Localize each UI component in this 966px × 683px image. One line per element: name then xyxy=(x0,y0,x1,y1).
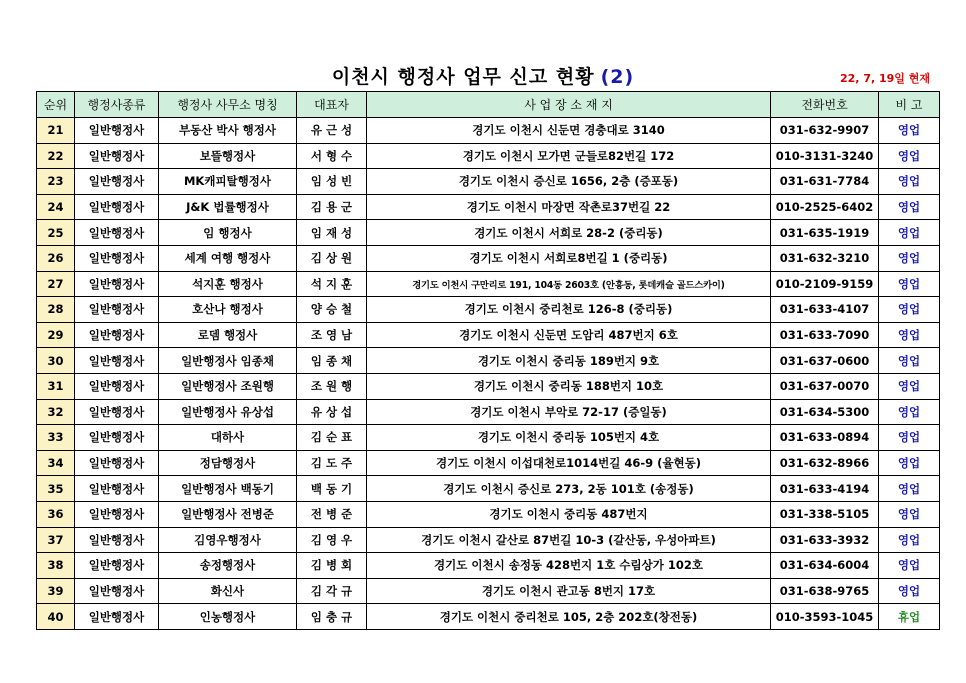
office-name-cell: 인농행정사 xyxy=(159,604,297,630)
status-cell: 영업 xyxy=(879,578,940,604)
col-header-address: 사 업 장 소 재 지 xyxy=(367,92,771,118)
office-name-cell: 부동산 박사 행정사 xyxy=(159,118,297,144)
type-cell: 일반행정사 xyxy=(75,297,159,323)
table-row xyxy=(37,604,940,630)
type-cell: 일반행정사 xyxy=(75,245,159,271)
representative-cell: 조 영 남 xyxy=(297,322,367,348)
office-name-cell: 일반행정사 전병준 xyxy=(159,501,297,527)
status-cell: 영업 xyxy=(879,118,940,144)
status-cell: 영업 xyxy=(879,271,940,297)
rank-cell: 38 xyxy=(37,553,75,579)
type-cell: 일반행정사 xyxy=(75,118,159,144)
status-cell: 영업 xyxy=(879,348,940,374)
type-cell: 일반행정사 xyxy=(75,553,159,579)
rank-cell: 30 xyxy=(37,348,75,374)
status-cell: 영업 xyxy=(879,450,940,476)
office-name-cell: 대하사 xyxy=(159,425,297,451)
office-name-cell: 세계 여행 행정사 xyxy=(159,245,297,271)
representative-cell: 임 성 빈 xyxy=(297,169,367,195)
rank-cell: 36 xyxy=(37,501,75,527)
type-cell: 일반행정사 xyxy=(75,194,159,220)
rank-cell: 24 xyxy=(37,194,75,220)
address-cell: 경기도 이천시 부악로 72-17 (증일동) xyxy=(367,399,771,425)
type-cell: 일반행정사 xyxy=(75,271,159,297)
status-cell: 영업 xyxy=(879,399,940,425)
table-header-row xyxy=(37,92,940,118)
phone-cell: 031-634-5300 xyxy=(771,399,879,425)
table-row xyxy=(37,527,940,553)
address-cell: 경기도 이천시 이섭대천로1014번길 46-9 (율현동) xyxy=(367,450,771,476)
table-row xyxy=(37,297,940,323)
office-name-cell: MK캐피탈행정사 xyxy=(159,169,297,195)
type-cell: 일반행정사 xyxy=(75,322,159,348)
office-name-cell: 로뎀 행정사 xyxy=(159,322,297,348)
rank-cell: 40 xyxy=(37,604,75,630)
office-name-cell: 호산나 행정사 xyxy=(159,297,297,323)
table-row xyxy=(37,245,940,271)
representative-cell: 김 영 우 xyxy=(297,527,367,553)
status-cell: 영업 xyxy=(879,297,940,323)
rank-cell: 21 xyxy=(37,118,75,144)
representative-cell: 김 병 회 xyxy=(297,553,367,579)
rank-cell: 25 xyxy=(37,220,75,246)
representative-cell: 백 동 기 xyxy=(297,476,367,502)
status-cell: 영업 xyxy=(879,501,940,527)
address-cell: 경기도 이천시 서희로8번길 1 (중리동) xyxy=(367,245,771,271)
representative-cell: 임 재 성 xyxy=(297,220,367,246)
table-row xyxy=(37,348,940,374)
representative-cell: 김 도 주 xyxy=(297,450,367,476)
rank-cell: 34 xyxy=(37,450,75,476)
status-cell: 영업 xyxy=(879,143,940,169)
type-cell: 일반행정사 xyxy=(75,348,159,374)
address-cell: 경기도 이천시 중리동 189번지 9호 xyxy=(367,348,771,374)
representative-cell: 임 종 채 xyxy=(297,348,367,374)
type-cell: 일반행정사 xyxy=(75,373,159,399)
rank-cell: 27 xyxy=(37,271,75,297)
address-cell: 경기도 이천시 증신로 1656, 2층 (증포동) xyxy=(367,169,771,195)
title-text: 이천시 행정사 업무 신고 현황 xyxy=(331,66,595,88)
phone-cell: 010-2525-6402 xyxy=(771,194,879,220)
office-name-cell: J&K 법률행정사 xyxy=(159,194,297,220)
phone-cell: 031-633-3932 xyxy=(771,527,879,553)
phone-cell: 010-2109-9159 xyxy=(771,271,879,297)
as-of-date: 22, 7, 19일 현재 xyxy=(840,72,930,85)
phone-cell: 031-635-1919 xyxy=(771,220,879,246)
representative-cell: 김 각 규 xyxy=(297,578,367,604)
representative-cell: 석 지 훈 xyxy=(297,271,367,297)
phone-cell: 010-3131-3240 xyxy=(771,143,879,169)
status-cell: 영업 xyxy=(879,476,940,502)
representative-cell: 조 원 행 xyxy=(297,373,367,399)
phone-cell: 031-632-8966 xyxy=(771,450,879,476)
phone-cell: 031-637-0600 xyxy=(771,348,879,374)
phone-cell: 031-637-0070 xyxy=(771,373,879,399)
office-name-cell: 일반행정사 유상섭 xyxy=(159,399,297,425)
type-cell: 일반행정사 xyxy=(75,425,159,451)
address-cell: 경기도 이천시 구만리로 191, 104동 2603호 (안흥동, 롯데캐슬 골드스카이) xyxy=(367,271,771,297)
address-cell: 경기도 이천시 모가면 군들로82번길 172 xyxy=(367,143,771,169)
table-row xyxy=(37,194,940,220)
representative-cell: 유 근 성 xyxy=(297,118,367,144)
col-header-phone: 전화번호 xyxy=(771,92,879,118)
address-cell: 경기도 이천시 중리동 487번지 xyxy=(367,501,771,527)
rank-cell: 28 xyxy=(37,297,75,323)
office-name-cell: 송정행정사 xyxy=(159,553,297,579)
representative-cell: 유 상 섭 xyxy=(297,399,367,425)
rank-cell: 23 xyxy=(37,169,75,195)
type-cell: 일반행정사 xyxy=(75,450,159,476)
address-cell: 경기도 이천시 마장면 작촌로37번길 22 xyxy=(367,194,771,220)
address-cell: 경기도 이천시 중리동 188번지 10호 xyxy=(367,373,771,399)
status-cell: 영업 xyxy=(879,220,940,246)
table-row xyxy=(37,271,940,297)
col-header-office: 행정사 사무소 명칭 xyxy=(159,92,297,118)
page-title xyxy=(0,62,966,89)
representative-cell: 김 순 표 xyxy=(297,425,367,451)
status-cell: 영업 xyxy=(879,527,940,553)
table-row xyxy=(37,425,940,451)
table-row xyxy=(37,322,940,348)
status-cell: 영업 xyxy=(879,322,940,348)
address-cell: 경기도 이천시 관고동 8번지 17호 xyxy=(367,578,771,604)
col-header-rank: 순위 xyxy=(37,92,75,118)
rank-cell: 26 xyxy=(37,245,75,271)
col-header-type: 행정사종류 xyxy=(75,92,159,118)
status-cell: 영업 xyxy=(879,194,940,220)
type-cell: 일반행정사 xyxy=(75,143,159,169)
phone-cell: 031-338-5105 xyxy=(771,501,879,527)
type-cell: 일반행정사 xyxy=(75,501,159,527)
type-cell: 일반행정사 xyxy=(75,578,159,604)
representative-cell: 전 병 준 xyxy=(297,501,367,527)
office-name-cell: 일반행정사 조원행 xyxy=(159,373,297,399)
col-header-note: 비 고 xyxy=(879,92,940,118)
address-cell: 경기도 이천시 신둔면 도암리 487번지 6호 xyxy=(367,322,771,348)
representative-cell: 김 상 원 xyxy=(297,245,367,271)
table-row xyxy=(37,169,940,195)
phone-cell: 031-631-7784 xyxy=(771,169,879,195)
phone-cell: 031-633-4107 xyxy=(771,297,879,323)
phone-cell: 031-632-9907 xyxy=(771,118,879,144)
status-cell: 휴업 xyxy=(879,604,940,630)
rank-cell: 32 xyxy=(37,399,75,425)
table-row xyxy=(37,501,940,527)
rank-cell: 29 xyxy=(37,322,75,348)
phone-cell: 031-633-4194 xyxy=(771,476,879,502)
table-row xyxy=(37,220,940,246)
phone-cell: 031-632-3210 xyxy=(771,245,879,271)
address-cell: 경기도 이천시 신둔면 경충대로 3140 xyxy=(367,118,771,144)
office-name-cell: 화신사 xyxy=(159,578,297,604)
office-name-cell: 일반행정사 임종채 xyxy=(159,348,297,374)
office-name-cell: 정담행정사 xyxy=(159,450,297,476)
type-cell: 일반행정사 xyxy=(75,220,159,246)
phone-cell: 031-633-0894 xyxy=(771,425,879,451)
rank-cell: 31 xyxy=(37,373,75,399)
address-cell: 경기도 이천시 증신로 273, 2동 101호 (송정동) xyxy=(367,476,771,502)
rank-cell: 33 xyxy=(37,425,75,451)
address-cell: 경기도 이천시 송정동 428번지 1호 수림상가 102호 xyxy=(367,553,771,579)
phone-cell: 031-633-7090 xyxy=(771,322,879,348)
title-number: (2) xyxy=(600,66,635,88)
table-row xyxy=(37,578,940,604)
representative-cell: 서 형 수 xyxy=(297,143,367,169)
address-cell: 경기도 이천시 갈산로 87번길 10-3 (갈산동, 우성아파트) xyxy=(367,527,771,553)
address-cell: 경기도 이천시 중리동 105번지 4호 xyxy=(367,425,771,451)
registry-table xyxy=(36,91,940,630)
office-name-cell: 석지훈 행정사 xyxy=(159,271,297,297)
rank-cell: 39 xyxy=(37,578,75,604)
table-row xyxy=(37,373,940,399)
type-cell: 일반행정사 xyxy=(75,476,159,502)
type-cell: 일반행정사 xyxy=(75,604,159,630)
status-cell: 영업 xyxy=(879,373,940,399)
status-cell: 영업 xyxy=(879,425,940,451)
status-cell: 영업 xyxy=(879,245,940,271)
status-cell: 영업 xyxy=(879,553,940,579)
table-row xyxy=(37,118,940,144)
phone-cell: 031-638-9765 xyxy=(771,578,879,604)
table-row xyxy=(37,476,940,502)
office-name-cell: 일반행정사 백동기 xyxy=(159,476,297,502)
office-name-cell: 임 행정사 xyxy=(159,220,297,246)
phone-cell: 010-3593-1045 xyxy=(771,604,879,630)
address-cell: 경기도 이천시 중리천로 126-8 (중리동) xyxy=(367,297,771,323)
type-cell: 일반행정사 xyxy=(75,527,159,553)
type-cell: 일반행정사 xyxy=(75,169,159,195)
address-cell: 경기도 이천시 서희로 28-2 (중리동) xyxy=(367,220,771,246)
representative-cell: 양 승 철 xyxy=(297,297,367,323)
representative-cell: 임 충 규 xyxy=(297,604,367,630)
representative-cell: 김 용 군 xyxy=(297,194,367,220)
office-name-cell: 보뜰행정사 xyxy=(159,143,297,169)
table-row xyxy=(37,143,940,169)
status-cell: 영업 xyxy=(879,169,940,195)
table-row xyxy=(37,553,940,579)
phone-cell: 031-634-6004 xyxy=(771,553,879,579)
rank-cell: 22 xyxy=(37,143,75,169)
type-cell: 일반행정사 xyxy=(75,399,159,425)
address-cell: 경기도 이천시 중리천로 105, 2층 202호(창전동) xyxy=(367,604,771,630)
office-name-cell: 김영우행정사 xyxy=(159,527,297,553)
rank-cell: 35 xyxy=(37,476,75,502)
col-header-representative: 대표자 xyxy=(297,92,367,118)
table-row xyxy=(37,399,940,425)
table-row xyxy=(37,450,940,476)
rank-cell: 37 xyxy=(37,527,75,553)
